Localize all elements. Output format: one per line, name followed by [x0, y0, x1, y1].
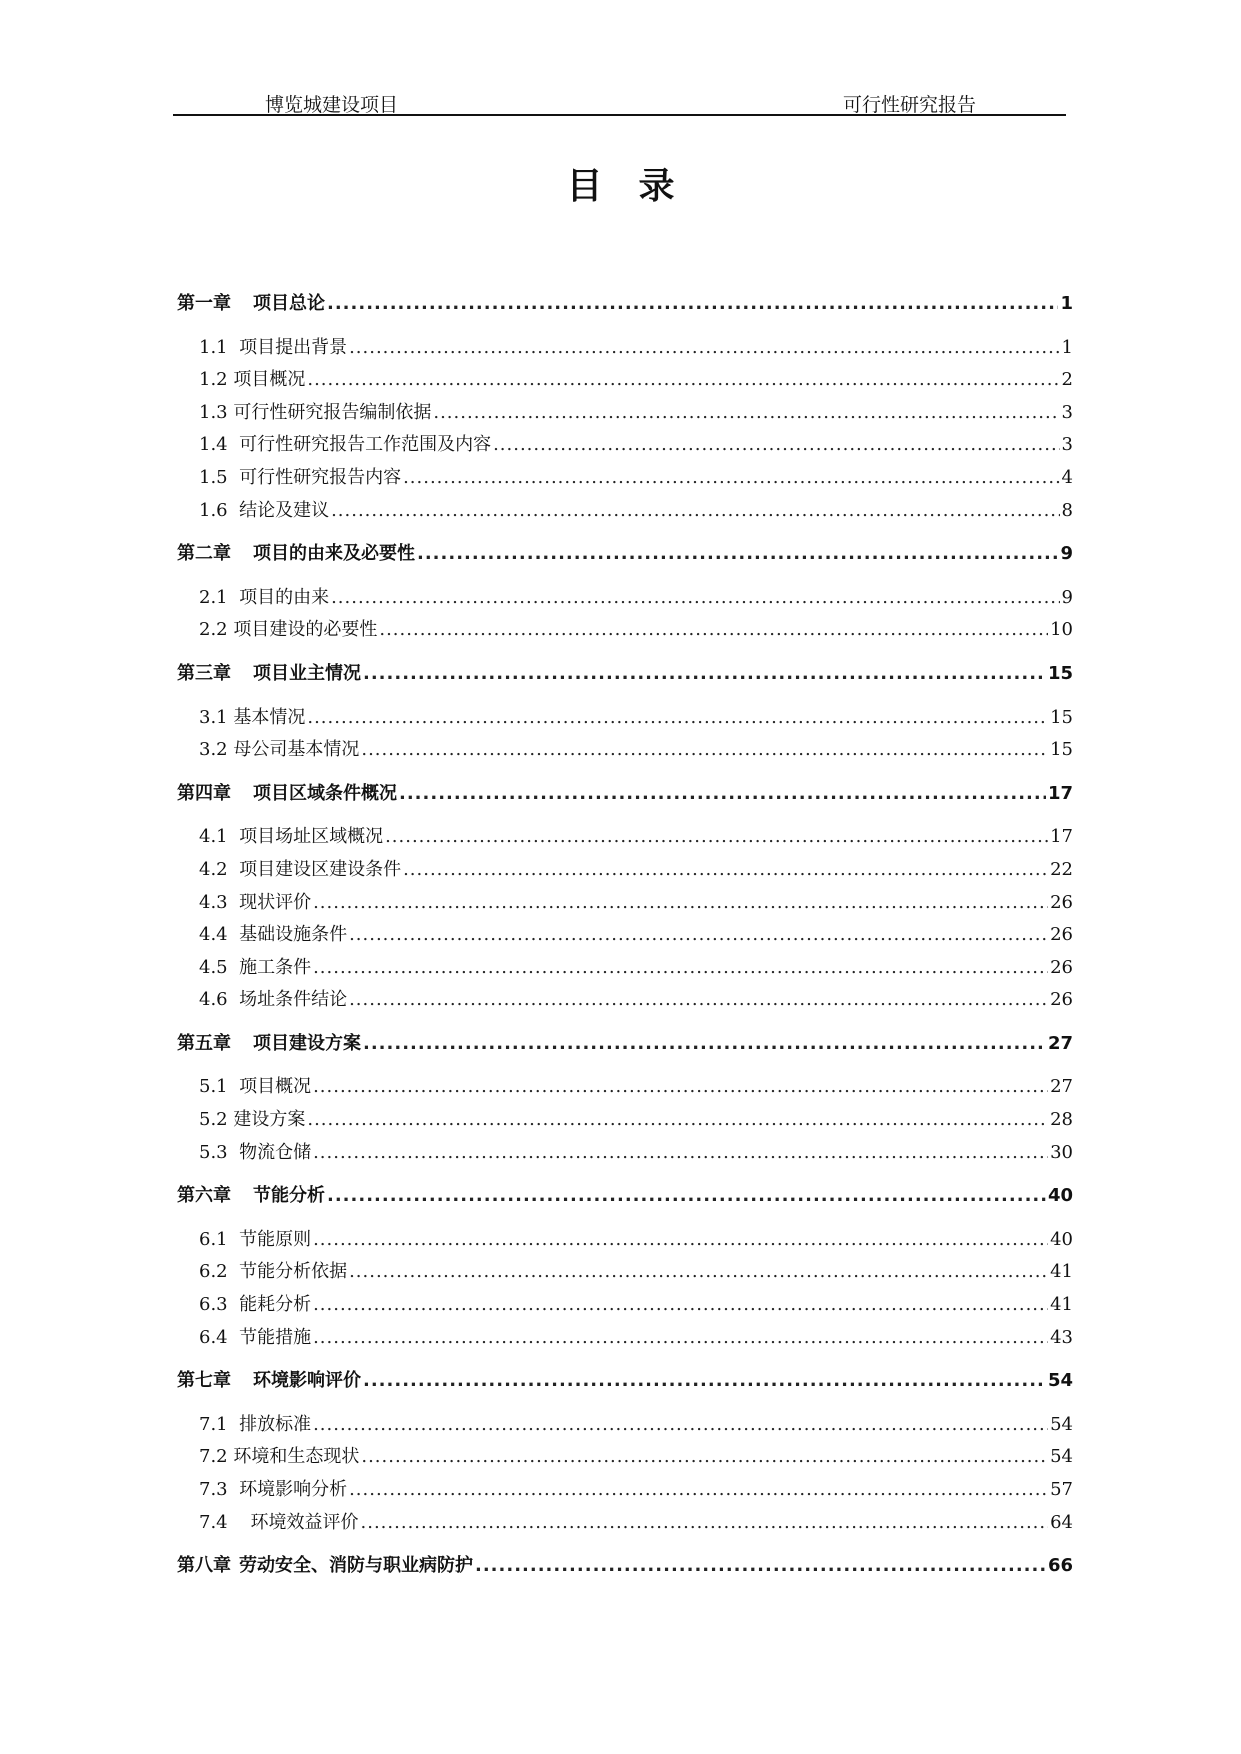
toc-page-number: 17: [1047, 782, 1073, 804]
toc-dot-leader: [313, 887, 1048, 920]
toc-section-label: 2.2 项目建设的必要性: [199, 619, 378, 641]
toc-section-entry[interactable]: [177, 1137, 1073, 1170]
toc-chapter-entry[interactable]: [177, 778, 1073, 811]
toc-section-label: 1.3 可行性研究报告编制依据: [199, 401, 432, 423]
toc-chapter-label: [177, 1365, 361, 1398]
toc-dot-leader: [385, 821, 1048, 854]
toc-dot-leader: [349, 1474, 1048, 1507]
toc-section-label: 5.2 建设方案: [199, 1109, 306, 1131]
toc-chapter-title: 项目总论: [253, 293, 325, 314]
toc-section-label: 4.3 现状评价: [199, 891, 312, 913]
toc-dot-leader: [403, 854, 1048, 887]
toc-dot-leader: [313, 1289, 1048, 1322]
toc-page-number: 9: [1060, 543, 1073, 565]
toc-dot-leader: [403, 462, 1059, 495]
toc-section-entry[interactable]: [177, 397, 1073, 430]
toc-section-label: 3.1 基本情况: [199, 706, 306, 728]
toc-page-number: 54: [1050, 1446, 1073, 1468]
toc-dot-leader: [327, 288, 1058, 321]
toc-page-number: 40: [1050, 1228, 1073, 1250]
toc-page-number: 15: [1050, 706, 1073, 728]
toc-section-entry[interactable]: [177, 984, 1073, 1017]
toc-section-label: 1.4 可行性研究报告工作范围及内容: [199, 434, 492, 456]
toc-section-label: 1.5 可行性研究报告内容: [199, 466, 402, 488]
toc-chapter-title: 劳动安全、消防与职业病防护: [239, 1555, 473, 1577]
toc-section-entry[interactable]: [177, 462, 1073, 495]
toc-page-number: 43: [1050, 1326, 1073, 1348]
toc-chapter-entry[interactable]: [177, 1028, 1073, 1061]
toc-section-label: 1.6 结论及建议: [199, 499, 330, 521]
toc-page-number: 66: [1047, 1555, 1073, 1577]
toc-page-number: 3: [1061, 434, 1073, 456]
toc-chapter-title: 项目的由来及必要性: [253, 543, 415, 565]
toc-dot-leader: [363, 1365, 1046, 1398]
toc-section-label: 4.4 基础设施条件: [199, 924, 348, 946]
toc-page-number: 22: [1050, 858, 1073, 880]
toc-dot-leader: [417, 538, 1058, 571]
toc-page-number: 41: [1050, 1261, 1073, 1283]
toc-section-entry[interactable]: [177, 495, 1073, 528]
toc-section-label: 6.4 节能措施: [199, 1326, 312, 1348]
toc-section-entry[interactable]: [177, 1322, 1073, 1355]
toc-chapter-label: [177, 1180, 325, 1213]
toc-dot-leader: [307, 1104, 1048, 1137]
toc-section-label: 6.1 节能原则: [199, 1228, 312, 1250]
toc-dot-leader: [313, 1137, 1048, 1170]
toc-dot-leader: [327, 1180, 1046, 1213]
toc-chapter-number: 第八章: [177, 1555, 231, 1577]
toc-chapter-entry[interactable]: [177, 1180, 1073, 1213]
toc-page-number: 27: [1050, 1076, 1073, 1098]
toc-chapter-title: 项目区域条件概况: [253, 782, 397, 804]
toc-section-entry[interactable]: [177, 1409, 1073, 1442]
toc-chapter-number: 第一章: [177, 293, 231, 314]
toc-page-number: 26: [1050, 924, 1073, 946]
toc-chapter-number: 第四章: [177, 782, 231, 804]
toc-section-entry[interactable]: [177, 1224, 1073, 1257]
toc-chapter-entry[interactable]: [177, 658, 1073, 691]
toc-dot-leader: [313, 1071, 1048, 1104]
toc-section-label: 4.6 场址条件结论: [199, 989, 348, 1011]
toc-page-number: 8: [1061, 499, 1073, 521]
toc-section-label: 4.5 施工条件: [199, 956, 312, 978]
toc-chapter-title: 项目建设方案: [253, 1032, 361, 1054]
toc-dot-leader: [361, 734, 1048, 767]
toc-chapter-label: [177, 778, 397, 811]
toc-section-label: 1.1 项目提出背景: [199, 336, 348, 358]
toc-section-label: 6.3 能耗分析: [199, 1294, 312, 1316]
toc-section-entry[interactable]: [177, 1441, 1073, 1474]
toc-dot-leader: [307, 364, 1059, 397]
toc-dot-leader: [349, 919, 1048, 952]
toc-section-entry[interactable]: [177, 854, 1073, 887]
toc-dot-leader: [313, 1322, 1048, 1355]
toc-dot-leader: [433, 397, 1059, 430]
toc-section-entry[interactable]: [177, 1104, 1073, 1137]
toc-dot-leader: [493, 429, 1059, 462]
toc-chapter-number: 第二章: [177, 543, 231, 565]
toc-chapter-entry[interactable]: [177, 1365, 1073, 1398]
toc-chapter-title: 节能分析: [253, 1185, 325, 1207]
toc-section-entry[interactable]: [177, 332, 1073, 365]
toc-section-label: 7.1 排放标准: [199, 1413, 312, 1435]
toc-dot-leader: [363, 658, 1046, 691]
toc-chapter-number: 第七章: [177, 1370, 231, 1392]
toc-chapter-title: 项目业主情况: [253, 662, 361, 684]
toc-page-number: 1: [1061, 336, 1073, 358]
toc-section-entry[interactable]: [177, 364, 1073, 397]
toc-dot-leader: [313, 952, 1048, 985]
header-report-type: 可行性研究报告: [842, 94, 976, 116]
table-of-contents: [177, 288, 1073, 1594]
toc-page-number: 54: [1050, 1413, 1073, 1435]
toc-section-label: 4.1 项目场址区域概况: [199, 826, 384, 848]
toc-page-number: 26: [1050, 956, 1073, 978]
toc-page-number: 1: [1060, 293, 1073, 314]
toc-page-number: 30: [1050, 1141, 1073, 1163]
toc-chapter-label: [177, 658, 361, 691]
toc-section-entry[interactable]: [177, 952, 1073, 985]
toc-page-number: 10: [1050, 619, 1073, 641]
toc-section-entry[interactable]: [177, 1474, 1073, 1507]
toc-dot-leader: [399, 778, 1046, 811]
toc-dot-leader: [379, 614, 1048, 647]
toc-section-entry[interactable]: [177, 1256, 1073, 1289]
toc-dot-leader: [307, 702, 1048, 735]
toc-section-label: 7.3 环境影响分析: [199, 1479, 348, 1500]
toc-page-number: 9: [1061, 586, 1073, 608]
toc-section-label: 5.3 物流仓储: [199, 1141, 312, 1163]
toc-chapter-entry[interactable]: [177, 1550, 1073, 1583]
toc-page-number: 17: [1050, 826, 1073, 848]
toc-dot-leader: [349, 332, 1059, 365]
toc-section-entry[interactable]: [177, 1071, 1073, 1104]
toc-page-number: 2: [1061, 369, 1073, 391]
toc-section-entry[interactable]: [177, 821, 1073, 854]
toc-dot-leader: [313, 1409, 1048, 1442]
toc-page-number: 3: [1061, 401, 1073, 423]
header-project-name: 博览城建设项目: [265, 94, 399, 116]
toc-section-entry[interactable]: [177, 1507, 1073, 1540]
toc-chapter-number: 第六章: [177, 1185, 231, 1207]
toc-chapter-title: 环境影响评价: [253, 1370, 361, 1392]
toc-section-label: 3.2 母公司基本情况: [199, 739, 360, 761]
toc-section-entry[interactable]: [177, 582, 1073, 615]
toc-section-entry[interactable]: [177, 919, 1073, 952]
page-header: [173, 88, 1066, 116]
toc-section-entry[interactable]: [177, 734, 1073, 767]
toc-section-label: 7.2 环境和生态现状: [199, 1446, 360, 1468]
toc-page-number: 4: [1061, 466, 1073, 488]
toc-dot-leader: [361, 1507, 1049, 1540]
toc-chapter-label: [177, 288, 325, 321]
toc-section-label: 6.2 节能分析依据: [199, 1261, 348, 1283]
toc-page-number: 28: [1050, 1109, 1073, 1131]
toc-section-entry[interactable]: [177, 702, 1073, 735]
toc-dot-leader: [363, 1028, 1046, 1061]
toc-dot-leader: [331, 495, 1059, 528]
toc-page-number: 15: [1047, 662, 1073, 684]
toc-section-label: 1.2 项目概况: [199, 369, 306, 391]
toc-page-number: 26: [1050, 989, 1073, 1011]
toc-dot-leader: [475, 1550, 1046, 1583]
toc-page-number: 54: [1047, 1370, 1073, 1392]
toc-chapter-label: [177, 538, 415, 571]
toc-chapter-entry[interactable]: [177, 288, 1073, 321]
toc-chapter-label: [177, 1028, 361, 1061]
toc-page-number: 26: [1050, 891, 1073, 913]
toc-section-label: 4.2 项目建设区建设条件: [199, 858, 402, 880]
toc-dot-leader: [361, 1441, 1048, 1474]
toc-section-entry[interactable]: [177, 887, 1073, 920]
toc-section-label: 7.4 环境效益评价: [199, 1511, 359, 1533]
toc-section-label: 5.1 项目概况: [199, 1076, 312, 1098]
toc-chapter-number: 第五章: [177, 1032, 231, 1054]
toc-dot-leader: [349, 1256, 1048, 1289]
toc-dot-leader: [313, 1224, 1048, 1257]
toc-chapter-label: [177, 1550, 473, 1583]
toc-chapter-number: 第三章: [177, 662, 231, 684]
toc-dot-leader: [331, 582, 1059, 615]
toc-section-entry[interactable]: [177, 429, 1073, 462]
page-title: 目录: [566, 166, 711, 207]
toc-section-entry[interactable]: [177, 1289, 1073, 1322]
toc-page-number: 41: [1050, 1294, 1073, 1316]
toc-dot-leader: [349, 984, 1048, 1017]
toc-page-number: 57: [1050, 1479, 1073, 1500]
toc-chapter-entry[interactable]: [177, 538, 1073, 571]
toc-page-number: 64: [1050, 1511, 1073, 1533]
toc-section-entry[interactable]: [177, 614, 1073, 647]
toc-page-number: 15: [1050, 739, 1073, 761]
toc-section-label: 2.1 项目的由来: [199, 586, 330, 608]
toc-page-number: 27: [1047, 1032, 1073, 1054]
toc-page-number: 40: [1047, 1185, 1073, 1207]
